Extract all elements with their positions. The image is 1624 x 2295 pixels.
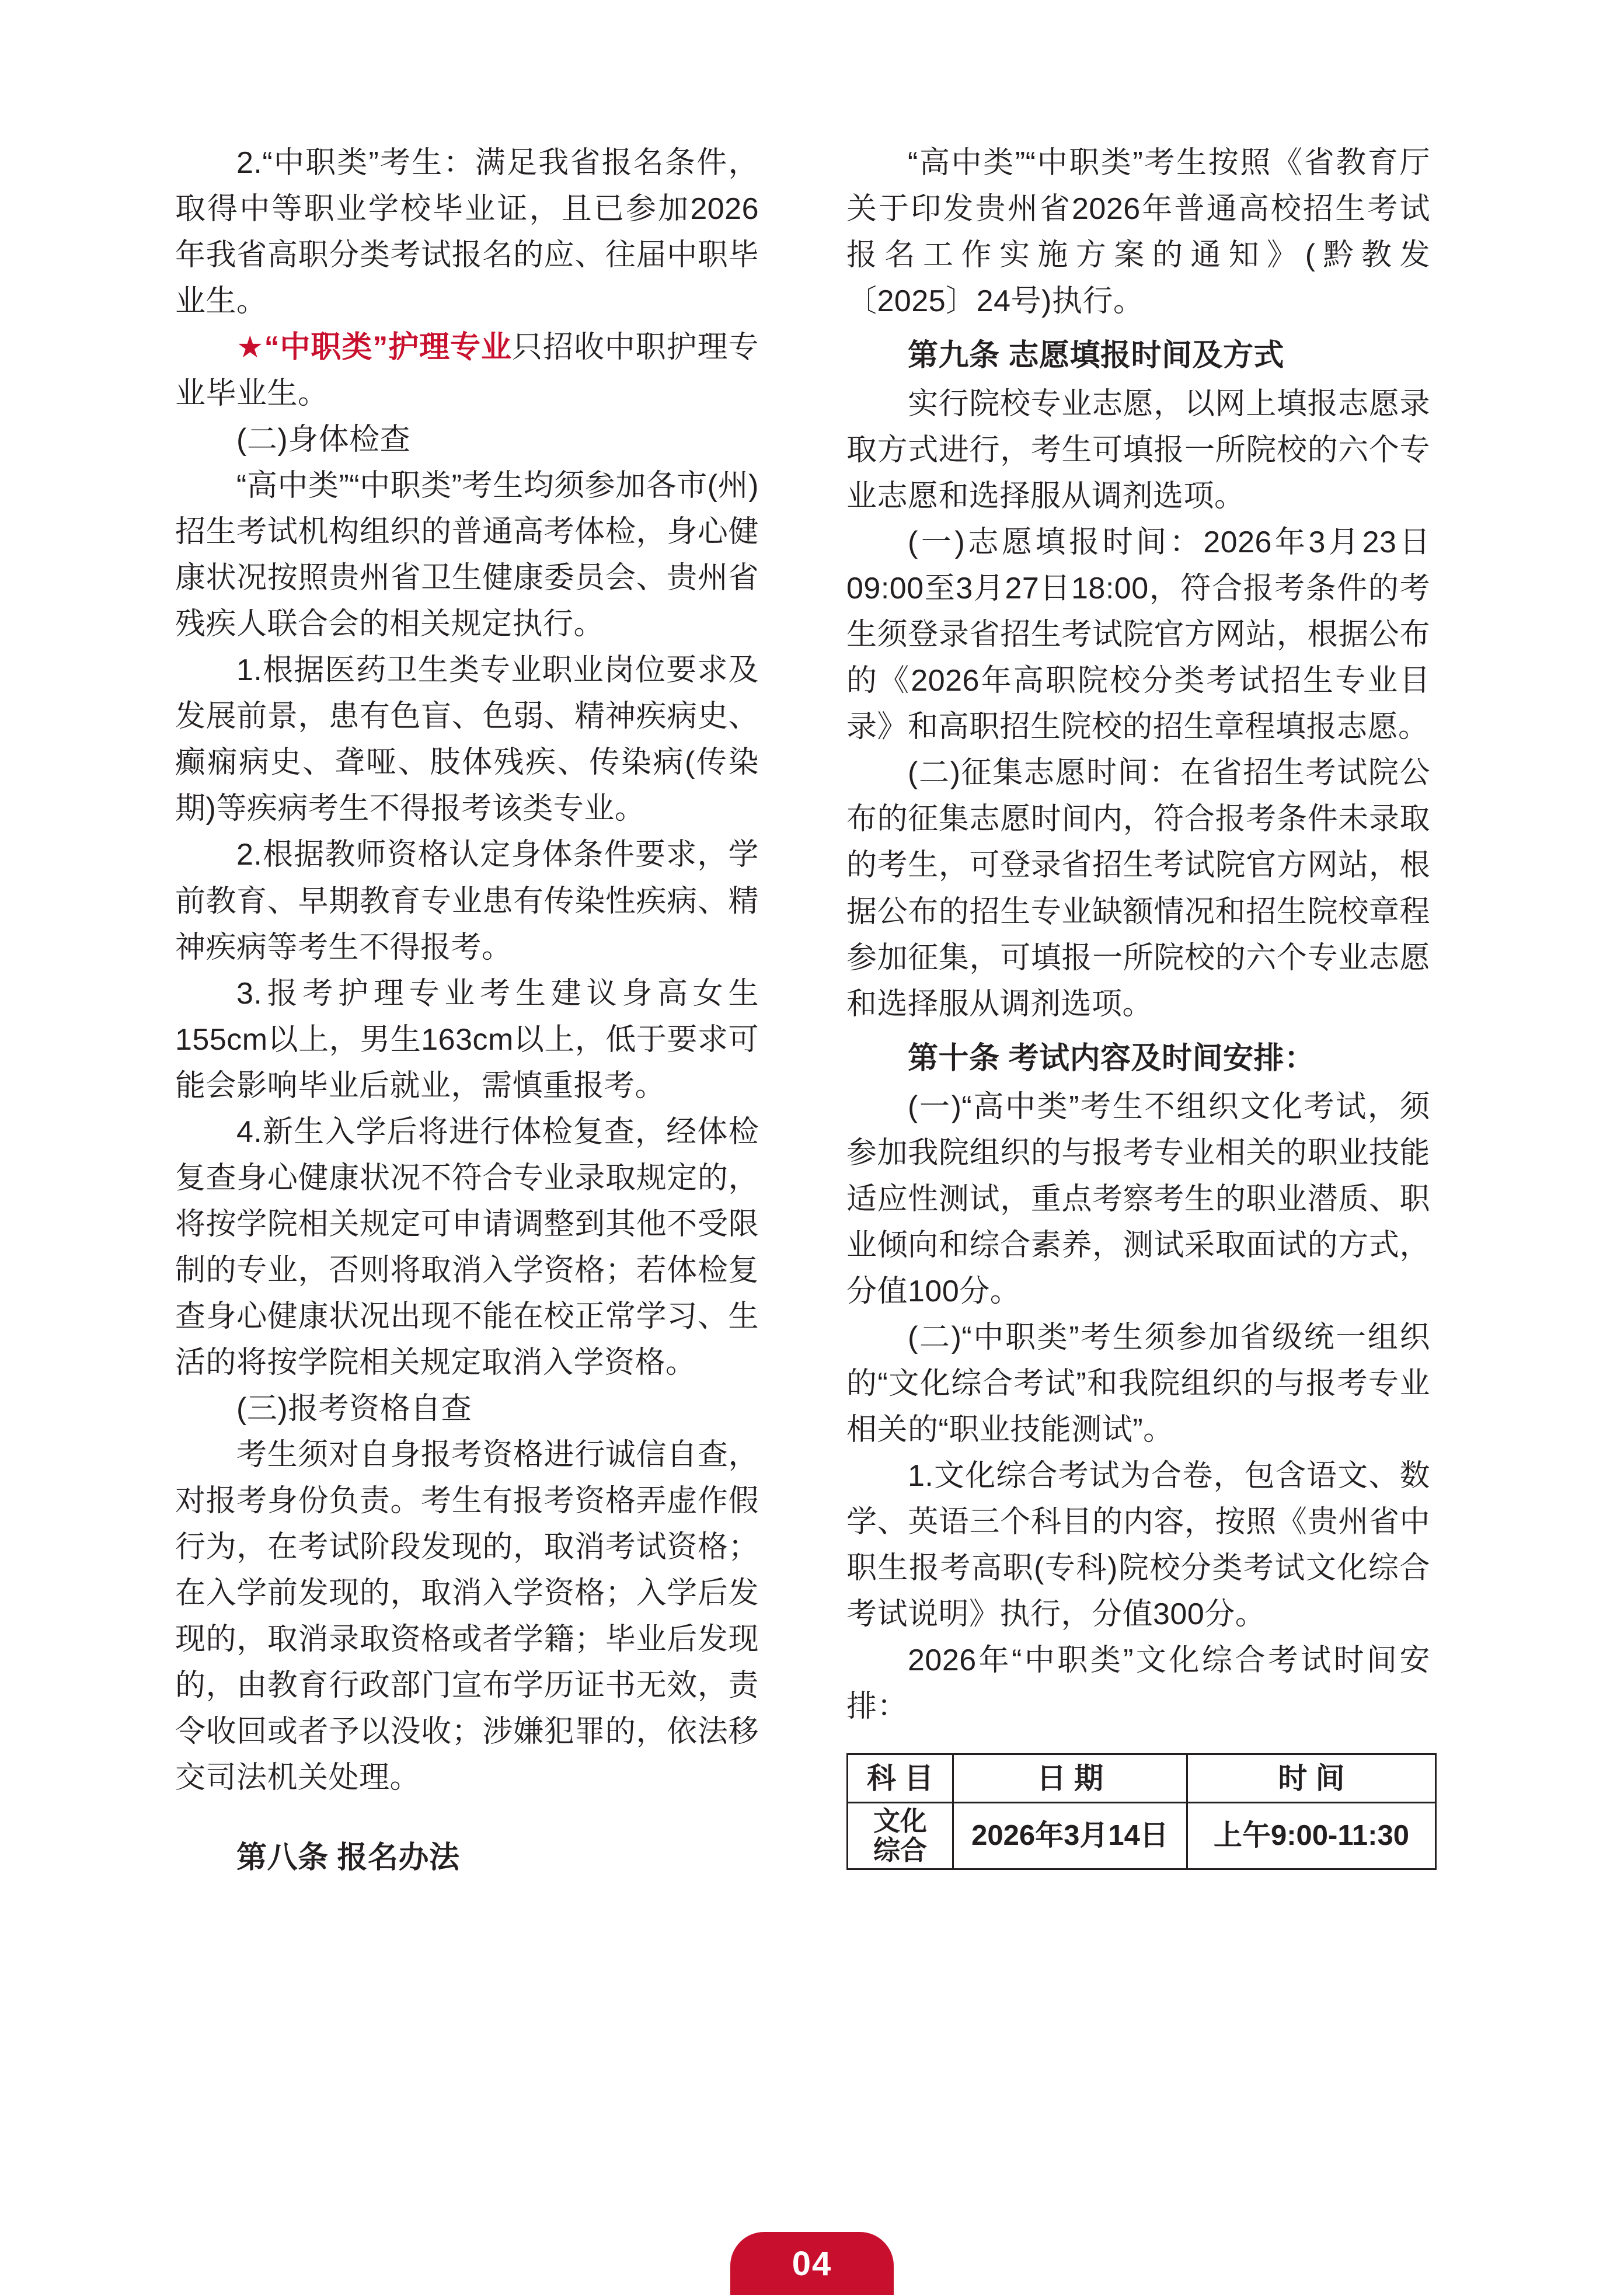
cell-subject-line2: 综合 [873,1834,927,1865]
paragraph-physical-exam-detail: “高中类”“中职类”考生均须参加各市(州)招生考试机构组织的普通高考体检，身心健康状况按照贵州省卫生健康委员会、贵州省残疾人联合会的相关规定执行。 [175,469,759,642]
table-row [848,1803,1436,1869]
paragraph-gaozhong-test: (一)“高中类”考生不组织文化考试，须参加我院组织的与报考专业相关的职业技能适应性测试，重点考察考生的职业潜质、职业倾向和综合素养，测试采取面试的方式，分值100分。 [846,1089,1430,1308]
section-title-article-eight: 第八条 报名办法 [236,1841,460,1875]
paragraph-teacher-qualification: 2.根据教师资格认定身体条件要求，学前教育、早期教育专业患有传染性疾病、精神疾病等考生不得报考。 [175,838,759,964]
table-header-time: 时间 [1187,1754,1436,1803]
section-title-article-ten: 第十条 考试内容及时间安排： [908,1041,1315,1075]
table-header-row [848,1754,1436,1803]
right-column [846,140,1430,1870]
star-icon: ★ [236,330,264,365]
paragraph-zhongzhi-test: (二)“中职类”考生须参加省级统一组织的“文化综合考试”和我院组织的与报考专业相关的“职业技能测试”。 [846,1320,1430,1447]
star-note-rest: 只招收中职护理专业毕业生。 [175,330,759,411]
paragraph-culture-comprehensive-test: 1.文化综合考试为合卷，包含语文、数学、英语三个科目的内容，按照《贵州省中职生报考高职(专科)院校分类考试文化综合考试说明》执行，分值300分。 [846,1458,1430,1631]
paragraph-recheck-after-admission: 4.新生入学后将进行体检复查，经体检复查身心健康状况不符合专业录取规定的，将按学院相关规定可申请调整到其他不受限制的专业，否则将取消入学资格；若体检复查身心健康状况出现不能在校正常学习、生活的将按学院相关规定取消入学资格。 [175,1115,759,1380]
table-header-date: 日期 [953,1754,1187,1803]
paragraph-collection-volunteer-time: (二)征集志愿时间：在省招生考试院公布的征集志愿时间内，符合报考条件未录取的考生，可登录省招生考试院官方网站，根据公布的招生专业缺额情况和招生院校章程参加征集，可填报一所院校的六个专业志愿和选择服从调剂选项。 [846,756,1430,1021]
exam-schedule-table [846,1753,1437,1870]
page-footer [0,2219,1624,2295]
paragraph-volunteer-method: 实行院校专业志愿，以网上填报志愿录取方式进行，考生可填报一所院校的六个专业志愿和选择服从调剂选项。 [846,387,1430,514]
paragraph-exam-schedule-intro: 2026年“中职类”文化综合考试时间安排： [846,1643,1430,1724]
paragraph-nursing-height: 3.报考护理专业考生建议身高女生155cm以上，男生163cm以上，低于要求可能会影响毕业后就业，需慎重报考。 [175,976,759,1103]
left-column [175,140,759,1881]
highlight-nursing-major: “中职类”护理专业 [264,330,512,365]
cell-date: 2026年3月14日 [953,1803,1187,1869]
paragraph-medical-major-restriction: 1.根据医药卫生类专业职业岗位要求及发展前景，患有色盲、色弱、精神疾病史、癫痫病史、聋哑、肢体残疾、传染病(传染期)等疾病考生不得报考该类专业。 [175,653,759,826]
cell-subject [848,1803,953,1869]
paragraph-volunteer-time: (一)志愿填报时间：2026年3月23日09:00至3月27日18:00，符合报考条件的考生须登录省招生考试院官方网站，根据公布的《2026年高职院校分类考试招生专业目录》和高职招生院校的招生章程填报志愿。 [846,525,1430,744]
cell-time: 上午9:00-11:30 [1187,1803,1436,1869]
table-header-subject: 科目 [848,1754,953,1803]
paragraph-self-check-detail: 考生须对自身报考资格进行诚信自查，对报考身份负责。考生有报考资格弄虚作假行为，在考试阶段发现的，取消考试资格；在入学前发现的，取消入学资格；入学后发现的，取消录取资格或者学籍；毕业后发现的，由教育行政部门宣布学历证书无效，责令收回或者予以没收；涉嫌犯罪的，依法移交司法机关处理。 [175,1437,759,1795]
paragraph-zhongzhi-candidates: 2.“中职类”考生：满足我省报名条件，取得中等职业学校毕业证，且已参加2026年我省高职分类考试报名的应、往届中职毕业生。 [175,146,759,319]
page-number-badge: 04 [730,2232,894,2295]
paragraph-registration-policy: “高中类”“中职类”考生按照《省教育厅关于印发贵州省2026年普通高校招生考试报名工作实施方案的通知》(黔教发〔2025〕24号)执行。 [846,146,1430,319]
subheading-self-check: (三)报考资格自查 [236,1391,472,1426]
subheading-physical-exam: (二)身体检查 [236,423,411,457]
paragraph-nursing-star-note [175,325,759,417]
section-title-article-nine: 第九条 志愿填报时间及方式 [908,339,1284,373]
cell-subject-line1: 文化 [873,1806,927,1837]
two-column-layout [175,140,1449,1881]
